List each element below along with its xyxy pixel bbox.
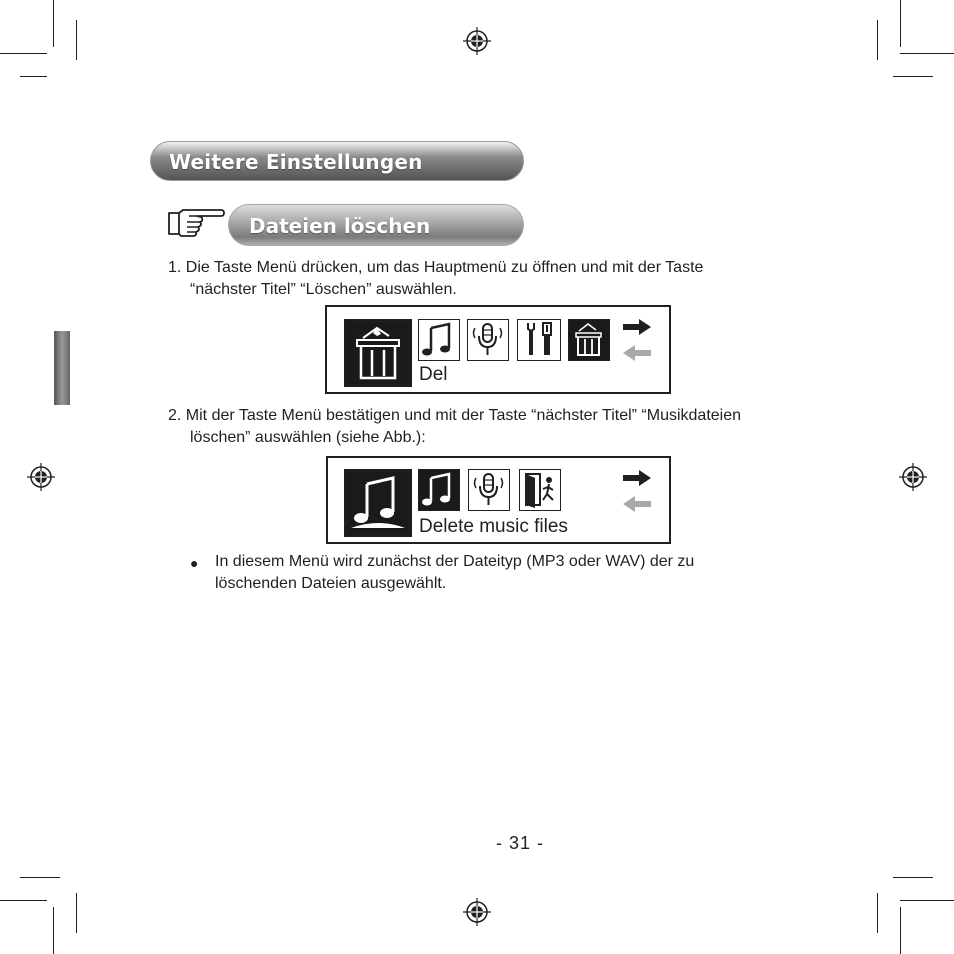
crop-mark <box>53 0 54 47</box>
pointing-hand-icon <box>167 207 225 239</box>
bullet-text: In diesem Menü wird zunächst der Dateityp (MP3 oder WAV) der zu <box>215 553 695 570</box>
step-1-text: “nächster Titel” “Löschen” auswählen. <box>190 281 457 298</box>
page-number: - 31 - <box>496 833 545 853</box>
crop-mark <box>900 900 954 901</box>
subsection-header <box>228 204 524 246</box>
music-note-icon <box>344 469 412 537</box>
arrow-left-icon <box>621 494 653 514</box>
section-header <box>150 141 524 181</box>
tools-icon <box>517 319 561 361</box>
registration-mark-icon <box>463 898 491 926</box>
crop-mark <box>76 20 77 60</box>
step-1-text: 1. Die Taste Menü drücken, um das Hauptmenü zu öffnen und mit der Taste <box>168 259 704 276</box>
crop-mark <box>893 76 933 77</box>
microphone-icon <box>468 469 510 511</box>
crop-mark <box>900 53 954 54</box>
crop-mark <box>900 0 901 47</box>
device-screen-delete-music <box>326 456 671 544</box>
trash-icon <box>344 319 412 387</box>
microphone-icon <box>467 319 509 361</box>
crop-mark <box>0 53 47 54</box>
subsection-title: Dateien löschen <box>249 214 431 238</box>
step-2-text: 2. Mit der Taste Menü bestätigen und mit der Taste “nächster Titel” “Musikdateien <box>168 407 742 424</box>
screen-label: Delete music files <box>419 516 568 537</box>
registration-mark-icon <box>27 463 55 491</box>
music-note-icon <box>418 469 460 511</box>
crop-mark <box>893 877 933 878</box>
exit-door-icon <box>519 469 561 511</box>
side-thumb-tab <box>54 331 70 405</box>
registration-mark-icon <box>463 27 491 55</box>
crop-mark <box>20 76 47 77</box>
music-note-icon <box>418 319 460 361</box>
crop-mark <box>76 893 77 933</box>
bullet-text: löschenden Dateien ausgewählt. <box>215 575 447 592</box>
crop-mark <box>53 907 54 954</box>
arrow-left-icon <box>621 343 653 363</box>
screen-label: Del <box>419 364 448 385</box>
arrow-right-icon <box>621 317 653 337</box>
crop-mark <box>877 893 878 933</box>
crop-mark <box>20 877 60 878</box>
registration-mark-icon <box>899 463 927 491</box>
crop-mark <box>877 20 878 60</box>
section-title: Weitere Einstellungen <box>169 150 423 174</box>
step-2-text: löschen” auswählen (siehe Abb.): <box>190 429 426 446</box>
crop-mark <box>900 907 901 954</box>
device-screen-del <box>325 305 671 394</box>
arrow-right-icon <box>621 468 653 488</box>
trash-icon <box>568 319 610 361</box>
bullet-symbol: ● <box>190 555 199 571</box>
crop-mark <box>0 900 47 901</box>
